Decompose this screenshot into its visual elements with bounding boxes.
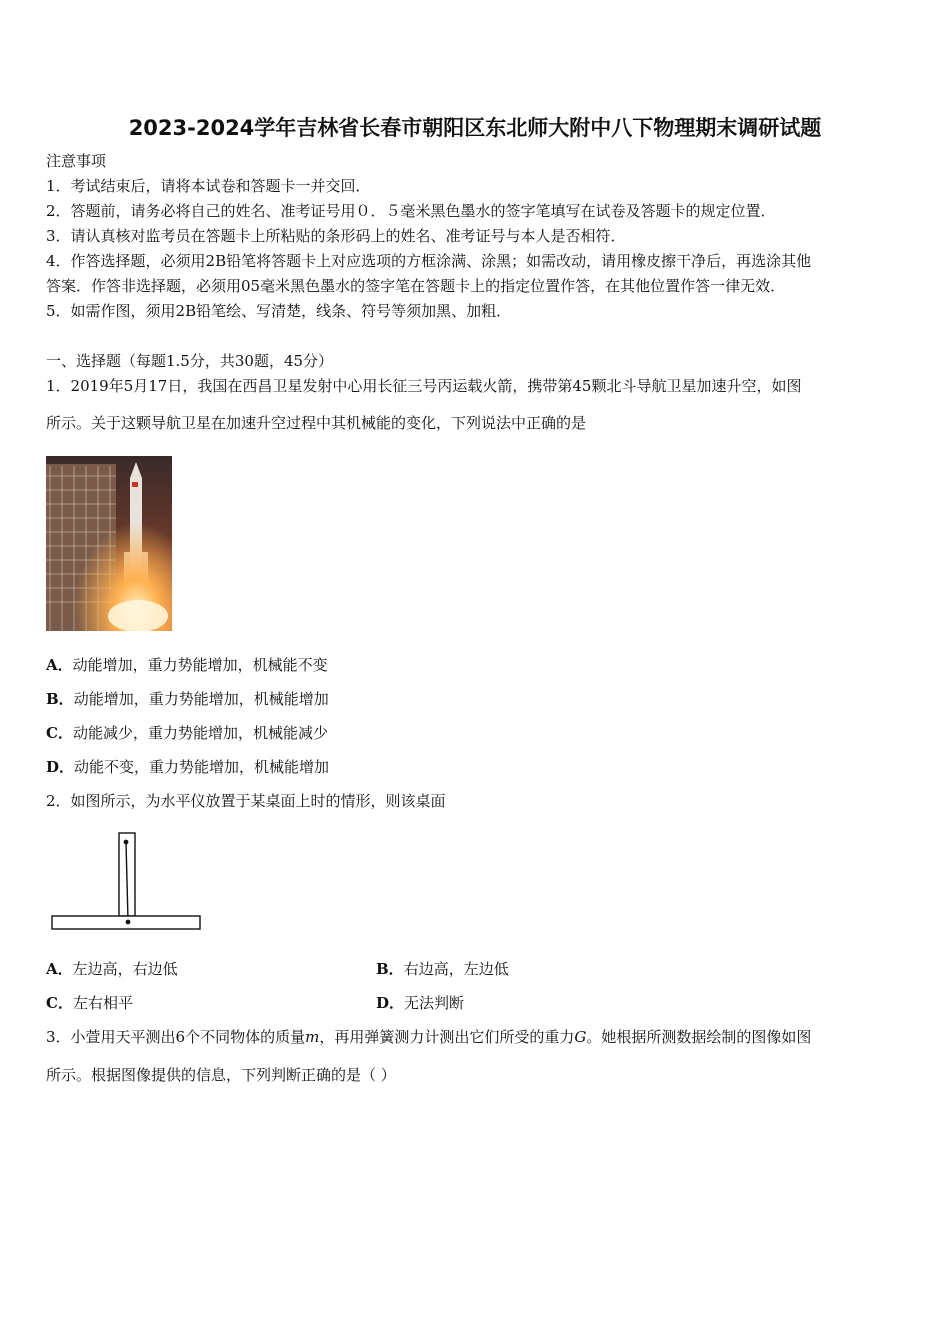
q1-option-b-text: 动能增加，重力势能增加，机械能增加 (73, 690, 329, 708)
q3-text-a: 3．小萱用天平测出6个不同物体的质量 (46, 1028, 306, 1046)
question-1-line-1: 1．2019年5月17日，我国在西昌卫星发射中心用长征三号丙运载火箭，携带第45颗北斗导航卫星加速升空，如图 (46, 377, 802, 395)
notice-item-1: 1．考试结束后，请将本试卷和答题卡一并交回． (46, 177, 371, 195)
notice-heading: 注意事项 (46, 152, 107, 170)
q2-option-c-text: 左右相平 (72, 994, 133, 1012)
question-1-line-2: 所示。关于这颗导航卫星在加速升空过程中其机械能的变化，下列说法中正确的是 (46, 414, 587, 432)
q2-option-b-text: 右边高，左边低 (403, 960, 509, 978)
question-3-line-1 (46, 1027, 811, 1047)
q3-text-c: 。她根据所测数据绘制的图像如图 (586, 1028, 812, 1046)
rocket-launch-photo (46, 456, 172, 631)
page-title: 2023-2024学年吉林省长春市朝阳区东北师大附中八下物理期末调研试题 (128, 116, 822, 140)
q2-option-d-text: 无法判断 (404, 994, 465, 1012)
q1-option-a (46, 655, 328, 675)
q1-option-c-text: 动能减少，重力势能增加，机械能减少 (72, 724, 328, 742)
q2-option-d (376, 993, 464, 1013)
question-2-line-1: 2．如图所示，为水平仪放置于某桌面上时的情形，则该桌面 (46, 792, 446, 810)
q1-option-a-label: A． (46, 656, 73, 674)
q1-option-c-label: C． (46, 724, 73, 742)
q3-text-b: ，再用弹簧测力计测出它们所受的重力 (319, 1028, 575, 1046)
q1-option-d (46, 757, 329, 777)
notice-item-2: 2．答题前，请务必将自己的姓名、准考证号用０．５毫米黑色墨水的签字笔填写在试卷及答题卡的规定位置． (46, 202, 776, 220)
section-heading: 一、选择题（每题1.5分，共30题，45分） (46, 352, 334, 370)
q2-option-a-label: A． (46, 960, 73, 978)
q2-option-d-label: D． (376, 994, 405, 1012)
q2-option-a (46, 959, 178, 979)
q2-option-c (46, 993, 133, 1013)
question-3-line-2: 所示。根据图像提供的信息，下列判断正确的是（ ） (46, 1066, 396, 1084)
q1-option-b (46, 689, 329, 709)
q1-option-a-text: 动能增加，重力势能增加，机械能不变 (72, 656, 328, 674)
q2-option-a-text: 左边高，右边低 (72, 960, 178, 978)
q1-option-d-text: 动能不变，重力势能增加，机械能增加 (74, 758, 330, 776)
q3-var-m: m (305, 1028, 320, 1046)
q2-option-b-label: B． (376, 960, 404, 978)
notice-item-4-cont: 答案．作答非选择题，必须用05毫米黑色墨水的签字笔在答题卡上的指定位置作答，在其他位置作答一律无效． (46, 277, 786, 295)
spirit-level-diagram (50, 828, 205, 938)
q1-option-c (46, 723, 328, 743)
q1-option-d-label: D． (46, 758, 75, 776)
q3-var-g: G (574, 1028, 587, 1046)
notice-item-4: 4．作答选择题，必须用2B铅笔将答题卡上对应选项的方框涂满、涂黑；如需改动，请用橡皮擦干净后，再选涂其他 (46, 252, 812, 270)
notice-item-5: 5．如需作图，须用2B铅笔绘、写清楚，线条、符号等须加黑、加粗． (46, 302, 512, 320)
q2-option-c-label: C． (46, 994, 73, 1012)
q2-option-b (376, 959, 509, 979)
q1-option-b-label: B． (46, 690, 74, 708)
notice-item-3: 3．请认真核对监考员在答题卡上所粘贴的条形码上的姓名、准考证号与本人是否相符． (46, 227, 626, 245)
